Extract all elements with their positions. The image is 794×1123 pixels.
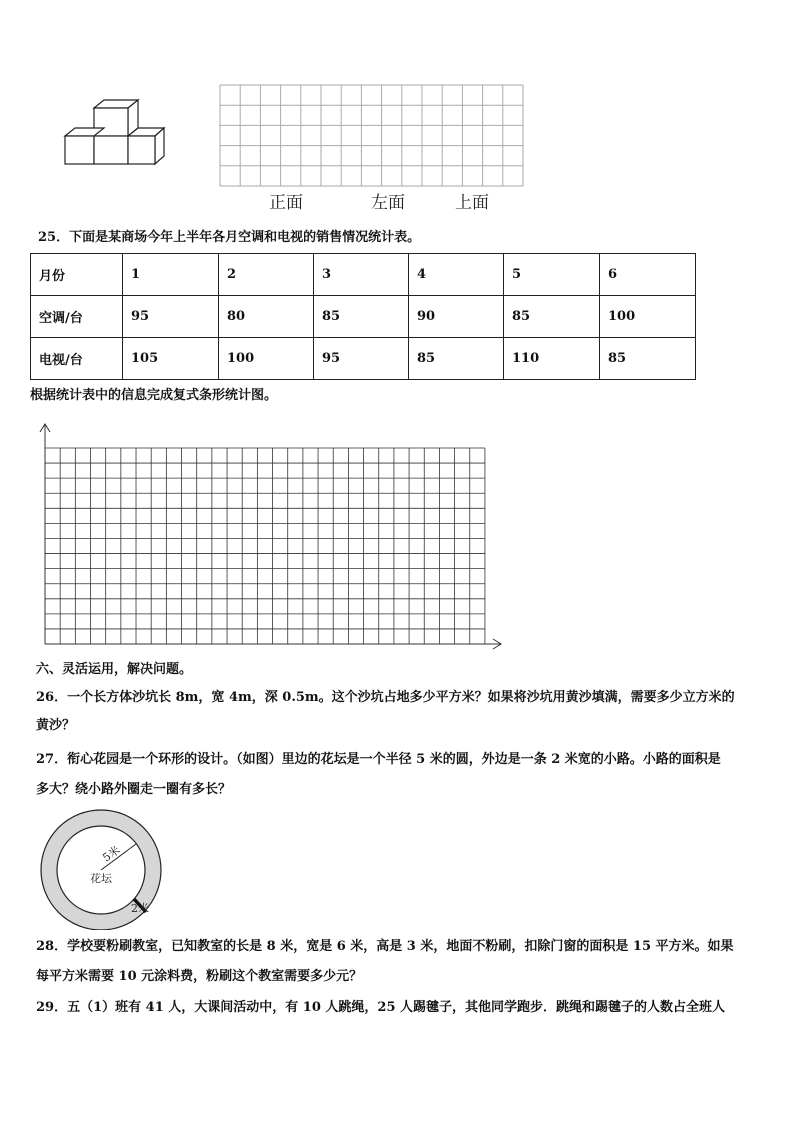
table-cell: 1 [123,254,219,296]
table-cell: 空调/台 [31,296,123,338]
cube-stack-figure [60,95,170,170]
table-cell: 100 [600,296,696,338]
table-row [31,338,696,380]
sales-table [30,253,696,380]
table-cell: 85 [600,338,696,380]
q26-line2: 黄沙？ [36,718,76,733]
table-cell: 85 [409,338,504,380]
bar-chart-grid[interactable] [36,422,506,652]
table-cell: 2 [219,254,314,296]
view-label-left: 左面 [371,193,405,213]
table-cell: 85 [314,296,409,338]
path-width-label: 2米 [131,902,149,915]
table-cell: 100 [219,338,314,380]
view-label-top: 上面 [455,193,489,213]
table-cell: 4 [409,254,504,296]
view-label-front: 正面 [269,193,303,213]
section-6-title: 六、灵活运用，解决问题。 [36,662,193,677]
q27-line2: 多大？绕小路外圈走一圈有多长？ [36,782,232,797]
q29-line1: 29．五（1）班有 41 人，大课间活动中，有 10 人跳绳，25 人踢毽子，其他同学跑步．跳绳和踢毽子的人数占全班人 [36,1000,726,1015]
garden-label: 花坛 [90,872,112,885]
table-cell: 95 [314,338,409,380]
ring-garden-figure [38,808,166,930]
q25-question: 25．下面是某商场今年上半年各月空调和电视的销售情况统计表。 [38,230,421,245]
table-cell: 110 [504,338,600,380]
radius-label: 5米 [100,843,123,865]
q27-line1: 27．衔心花园是一个环形的设计。（如图）里边的花坛是一个半径 5 米的圆，外边是一条 2 米宽的小路。小路的面积是 [36,752,721,767]
table-cell: 6 [600,254,696,296]
table-cell: 85 [504,296,600,338]
table-cell: 105 [123,338,219,380]
q28-line1: 28．学校要粉刷教室，已知教室的长是 8 米，宽是 6 米，高是 3 米，地面不粉刷，扣除门窗的面积是 15 平方米。如果 [36,939,734,954]
table-row [31,254,696,296]
q25-instruction: 根据统计表中的信息完成复式条形统计图。 [30,388,278,403]
table-cell: 80 [219,296,314,338]
table-cell: 电视/台 [31,338,123,380]
table-row [31,296,696,338]
q28-line2: 每平方米需要 10 元涂料费，粉刷这个教室需要多少元？ [36,969,363,984]
view-drawing-grid[interactable] [218,83,528,187]
table-cell: 95 [123,296,219,338]
table-cell: 90 [409,296,504,338]
q26-line1: 26．一个长方体沙坑长 8m，宽 4m，深 0.5m。这个沙坑占地多少平方米？如果将沙坑用黄沙填满，需要多少立方米的 [36,690,735,705]
table-cell: 5 [504,254,600,296]
table-cell: 3 [314,254,409,296]
table-cell: 月份 [31,254,123,296]
